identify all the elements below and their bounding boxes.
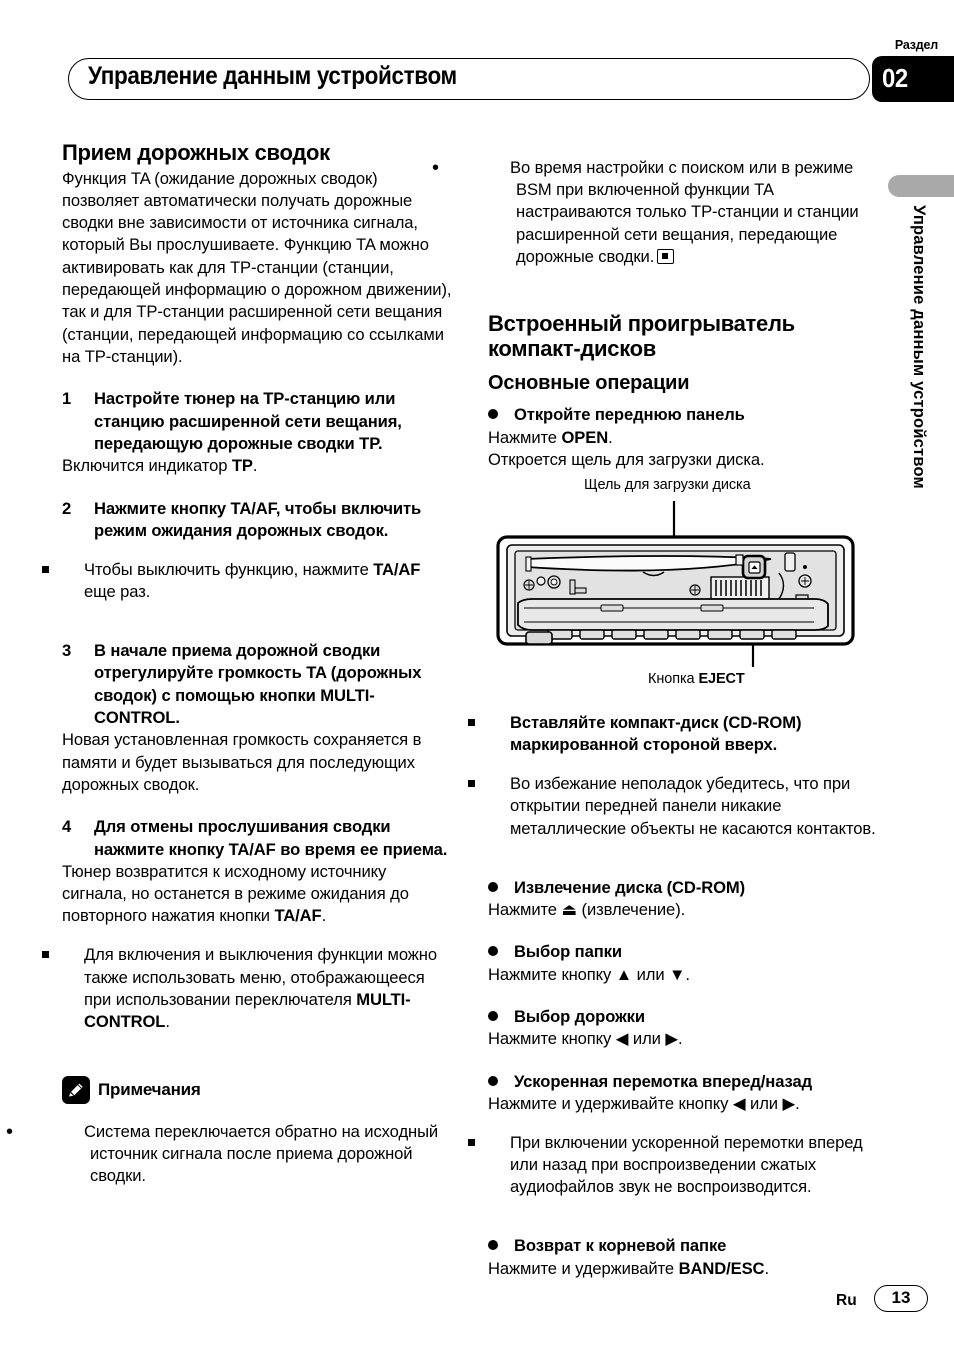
left-column [62, 140, 454, 1204]
figure-caption-eject-button: Кнопка EJECT [648, 671, 745, 688]
step-3-title: В начале приема дорожной сводки отрегулируйте громкость TA (дорожных сводок) с помощью кнопки MULTI-CONTROL. [94, 641, 422, 727]
operation-ff-subnote: При включении ускоренной перемотки вперед или назад при воспроизведении сжатых аудиофайлов звук не воспроизводится. [488, 1132, 880, 1199]
section-label: Раздел [894, 38, 938, 52]
step-2-number: 2 [62, 498, 72, 518]
page-header [68, 58, 870, 100]
operation-root-title: Возврат к корневой папке [488, 1235, 880, 1257]
step-1-body-bold: TP [231, 456, 253, 476]
arrow-left-icon: ◀ [732, 1093, 746, 1113]
operation-ff-line: Нажмите и удерживайте кнопку ◀ или ▶. [488, 1093, 800, 1113]
square-bullet-icon [62, 944, 84, 966]
square-bullet-icon [488, 712, 510, 734]
round-bullet-icon [488, 157, 510, 179]
operation-folder-title: Выбор папки [488, 941, 880, 963]
side-tab-label: Управление данным устройством [910, 205, 928, 489]
notes-title: Примечания [98, 1080, 201, 1100]
step-3 [62, 640, 454, 729]
round-bullet-icon [488, 942, 514, 961]
end-of-section-marker [657, 249, 674, 264]
operation-eject-line: Нажмите ⏏ (извлечение). [488, 899, 686, 919]
eject-symbol-icon: ⏏ [561, 899, 578, 919]
operation-track-line: Нажмите кнопку ◀ или ▶. [488, 1029, 683, 1049]
step-1-number: 1 [62, 389, 72, 409]
step-3-body: Новая установленная громкость сохраняется в памяти и будет вызываться для последующих дорожных сводок. [62, 730, 422, 794]
right-top-note: •Во время настройки с поиском или в режиме BSM при включенной функции TA настраиваются только TP-станции и станции расширенной сети вещания, передающие дорожные сводки. [488, 157, 880, 269]
left-heading: Прием дорожных сводок [62, 140, 330, 165]
square-bullet-icon [62, 559, 84, 581]
operation-eject-title: Извлечение диска (CD-ROM) [488, 877, 880, 899]
step-4-body: Тюнер возвратится к исходному источнику сигнала, но останется в режиме ожидания до повторного нажатия кнопки TA/AF. [62, 861, 409, 926]
operation-open-panel-title: Откройте переднюю панель [488, 404, 880, 426]
step-2-title: Нажмите кнопку TA/AF, чтобы включить режим ожидания дорожных сводок. [94, 498, 422, 540]
step-4 [62, 816, 454, 861]
operation-open-panel-line2: Откроется щель для загрузки диска. [488, 450, 765, 469]
page-title: Управление данным устройством [88, 62, 457, 90]
notes-header [62, 1076, 454, 1104]
step-1-body: Включится индикатор TP. [62, 456, 258, 476]
note-avoid-metal: Во избежание неполадок убедитесь, что при открытии передней панели никакие металлические объекты не касаются контактов. [488, 773, 880, 840]
arrow-down-icon: ▼ [669, 964, 686, 984]
section-number: 02 [882, 63, 908, 93]
side-tab-marker [888, 175, 954, 197]
arrow-right-icon: ▶ [782, 1093, 796, 1113]
note-item: •Система переключается обратно на исходный источник сигнала после приема дорожной сводки. [62, 1121, 454, 1188]
operation-ff-title: Ускоренная перемотка вперед/назад [488, 1071, 880, 1093]
round-bullet-icon [62, 1121, 84, 1143]
arrow-left-icon: ◀ [615, 1029, 629, 1049]
round-bullet-icon [488, 1007, 514, 1026]
left-intro-paragraph: Функция TA (ожидание дорожных сводок) позволяет автоматически получать дорожные сводки вне зависимости от источника сигнала, который Вы прослушиваете. Функцию TA можно активировать как для TP-станции (станции, передающей информацию о дорожном движении), так и для TP-станции расширенной сети вещания (станции, передающей информацию со ссылками на TP-станции). [62, 168, 452, 367]
square-bullet-icon [488, 1132, 510, 1154]
step-4-subnote: Для включения и выключения функции можно также использовать меню, отображающееся при использовании переключателя MULTI-CONTROL. [62, 944, 454, 1033]
device-illustration [488, 477, 880, 695]
pencil-icon [62, 1076, 90, 1104]
step-4-number: 4 [62, 817, 72, 837]
footer-language: Ru [836, 1292, 857, 1309]
round-bullet-icon [488, 878, 514, 897]
note-insert-disc: Вставляйте компакт-диск (CD-ROM) маркированной стороной вверх. [488, 712, 880, 757]
arrow-right-icon: ▶ [665, 1029, 679, 1049]
section-number-badge [872, 56, 954, 102]
step-1 [62, 388, 454, 455]
arrow-up-icon: ▲ [615, 964, 633, 984]
round-bullet-icon [488, 405, 514, 424]
right-column [488, 140, 880, 1280]
head-unit-drawing [488, 477, 880, 695]
right-heading: Встроенный проигрыватель компакт-дисков [488, 310, 795, 362]
operation-open-panel-line1: Нажмите OPEN. [488, 427, 613, 447]
operation-root-line: Нажмите и удерживайте BAND/ESC. [488, 1258, 769, 1278]
step-2-subnote: Чтобы выключить функцию, нажмите TA/AF еще раз. [62, 559, 454, 604]
step-2 [62, 498, 454, 543]
step-1-title: Настройте тюнер на TP-станцию или станцию расширенной сети вещания, передающую дорожные сводки TP. [94, 389, 402, 453]
right-subheading: Основные операции [488, 371, 690, 394]
operation-folder-line: Нажмите кнопку ▲ или ▼. [488, 964, 690, 984]
footer-page-number: 13 [874, 1285, 928, 1312]
step-3-number: 3 [62, 641, 72, 661]
square-bullet-icon [488, 773, 510, 795]
step-4-title: Для отмены прослушивания сводки нажмите кнопку TA/AF во время ее приема. [94, 817, 448, 859]
operation-track-title: Выбор дорожки [488, 1006, 880, 1028]
round-bullet-icon [488, 1236, 514, 1255]
figure-caption-disc-slot: Щель для загрузки диска [584, 477, 751, 494]
round-bullet-icon [488, 1072, 514, 1091]
